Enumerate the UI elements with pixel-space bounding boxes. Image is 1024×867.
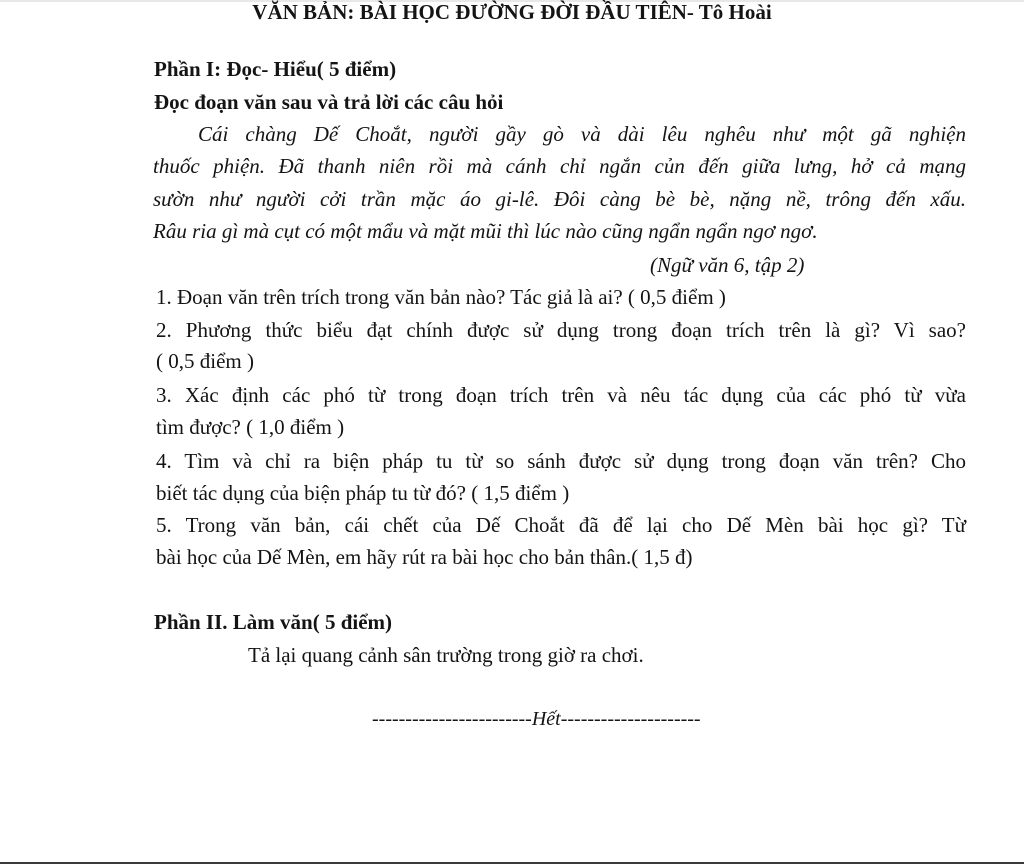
passage-line: sườn như người cởi trần mặc áo gi-lê. Đôi càng bè bè, nặng nề, trông đến xấu.	[153, 187, 966, 211]
part1-heading: Phần I: Đọc- Hiểu( 5 điểm)	[154, 57, 397, 81]
passage-line: Cái chàng Dế Choắt, người gầy gò và dài lêu nghêu như một gã nghiện	[198, 122, 966, 146]
part2-prompt: Tả lại quang cảnh sân trường trong giờ ra chơi.	[248, 643, 644, 667]
end-marker: ------------------------Hết---------------------	[372, 708, 701, 730]
question-line: ( 0,5 điểm )	[156, 349, 254, 373]
question-line: bài học của Dế Mèn, em hãy rút ra bài học cho bản thân.( 1,5 đ)	[156, 545, 693, 569]
question-line: 1. Đoạn văn trên trích trong văn bản nào? Tác giả là ai? ( 0,5 điểm )	[156, 285, 726, 309]
part1-instruction: Đọc đoạn văn sau và trả lời các câu hỏi	[154, 90, 504, 114]
question-line: 5. Trong văn bản, cái chết của Dế Choắt đã để lại cho Dế Mèn bài học gì? Từ	[156, 513, 966, 537]
passage-line: thuốc phiện. Đã thanh niên rồi mà cánh chỉ ngắn củn đến giữa lưng, hở cả mạng	[153, 154, 966, 178]
bottom-rule	[0, 862, 1024, 864]
document-title: VĂN BẢN: BÀI HỌC ĐƯỜNG ĐỜI ĐẦU TIÊN- Tô Hoài	[252, 0, 772, 24]
question-line: 4. Tìm và chỉ ra biện pháp tu từ so sánh được sử dụng trong đoạn văn trên? Cho	[156, 449, 966, 473]
question-line: biết tác dụng của biện pháp tu từ đó? ( 1,5 điểm )	[156, 481, 570, 505]
question-line: 2. Phương thức biểu đạt chính được sử dụng trong đoạn trích trên là gì? Vì sao?	[156, 318, 966, 342]
question-line: tìm được? ( 1,0 điểm )	[156, 415, 345, 439]
passage-source: (Ngữ văn 6, tập 2)	[650, 253, 805, 277]
question-line: 3. Xác định các phó từ trong đoạn trích trên và nêu tác dụng của các phó từ vừa	[156, 383, 966, 407]
passage-line: Râu ria gì mà cụt có một mẩu và mặt mũi thì lúc nào cũng ngẩn ngẩn ngơ ngơ.	[153, 219, 818, 243]
part2-heading: Phần II. Làm văn( 5 điểm)	[154, 610, 393, 634]
